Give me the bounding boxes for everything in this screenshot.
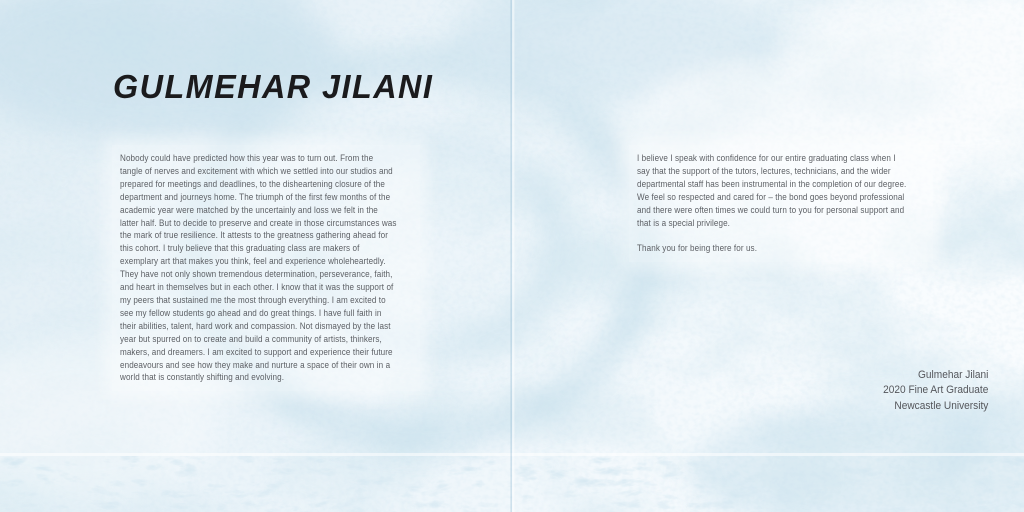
left-text-column xyxy=(112,145,420,391)
right-column-paragraph-2: Thank you for being there for us. xyxy=(637,243,758,254)
signature-institution: Newcastle University xyxy=(894,399,988,412)
right-text-column xyxy=(629,145,933,262)
signature-name: Gulmehar Jilani xyxy=(917,369,988,381)
left-column-paragraph: Nobody could have predicted how this year was to turn out. From the tangle of nerves and excitement with which we settled into our studios and prepared for meetings and deadlines, to the disheartening closure of the department and journeys home. The triumph of the first few months of the academic year were matched by the uncertainly and loss we felt in the latter half. But to decide to preserve and create in those circumstances was the mark of true resilience. It attests to the greatness gathering ahead for this cohort. I truly believe that this graduating class are makers of exemplary art that makes you think, feel and experience wholeheartedly. They have not only shown tremendous determination, perseverance, faith, and heart in themselves but in each other. I know that it was the support of my peers that sustained me the most through everything. I am excited to see my fellow students go ahead and do great things. I have full faith in their abilities, talent, hard work and compassion. Not dismayed by the last year but spurred on to create and build a community of artists, thinkers, makers, and dreamers. I am excited to support and experience their future endeavours and see how they make and nurture a space of their own in a world that is constantly shifting and evolving. xyxy=(120,153,397,383)
signature-block xyxy=(883,368,988,414)
page-title: GULMEHAR JILANI xyxy=(113,68,434,105)
right-column-paragraph-1: I believe I speak with confidence for our entire graduating class when I say that the support of the tutors, lectures, technicians, and the wider departmental staff has been instrumental in the completion of our degree. We feel so respected and cared for – the bond goes beyond professional and there were often times we could turn to you for personal support and that is a special privilege. xyxy=(637,153,907,228)
page-fold-line xyxy=(510,0,514,512)
signature-credential: 2020 Fine Art Graduate xyxy=(882,384,988,397)
